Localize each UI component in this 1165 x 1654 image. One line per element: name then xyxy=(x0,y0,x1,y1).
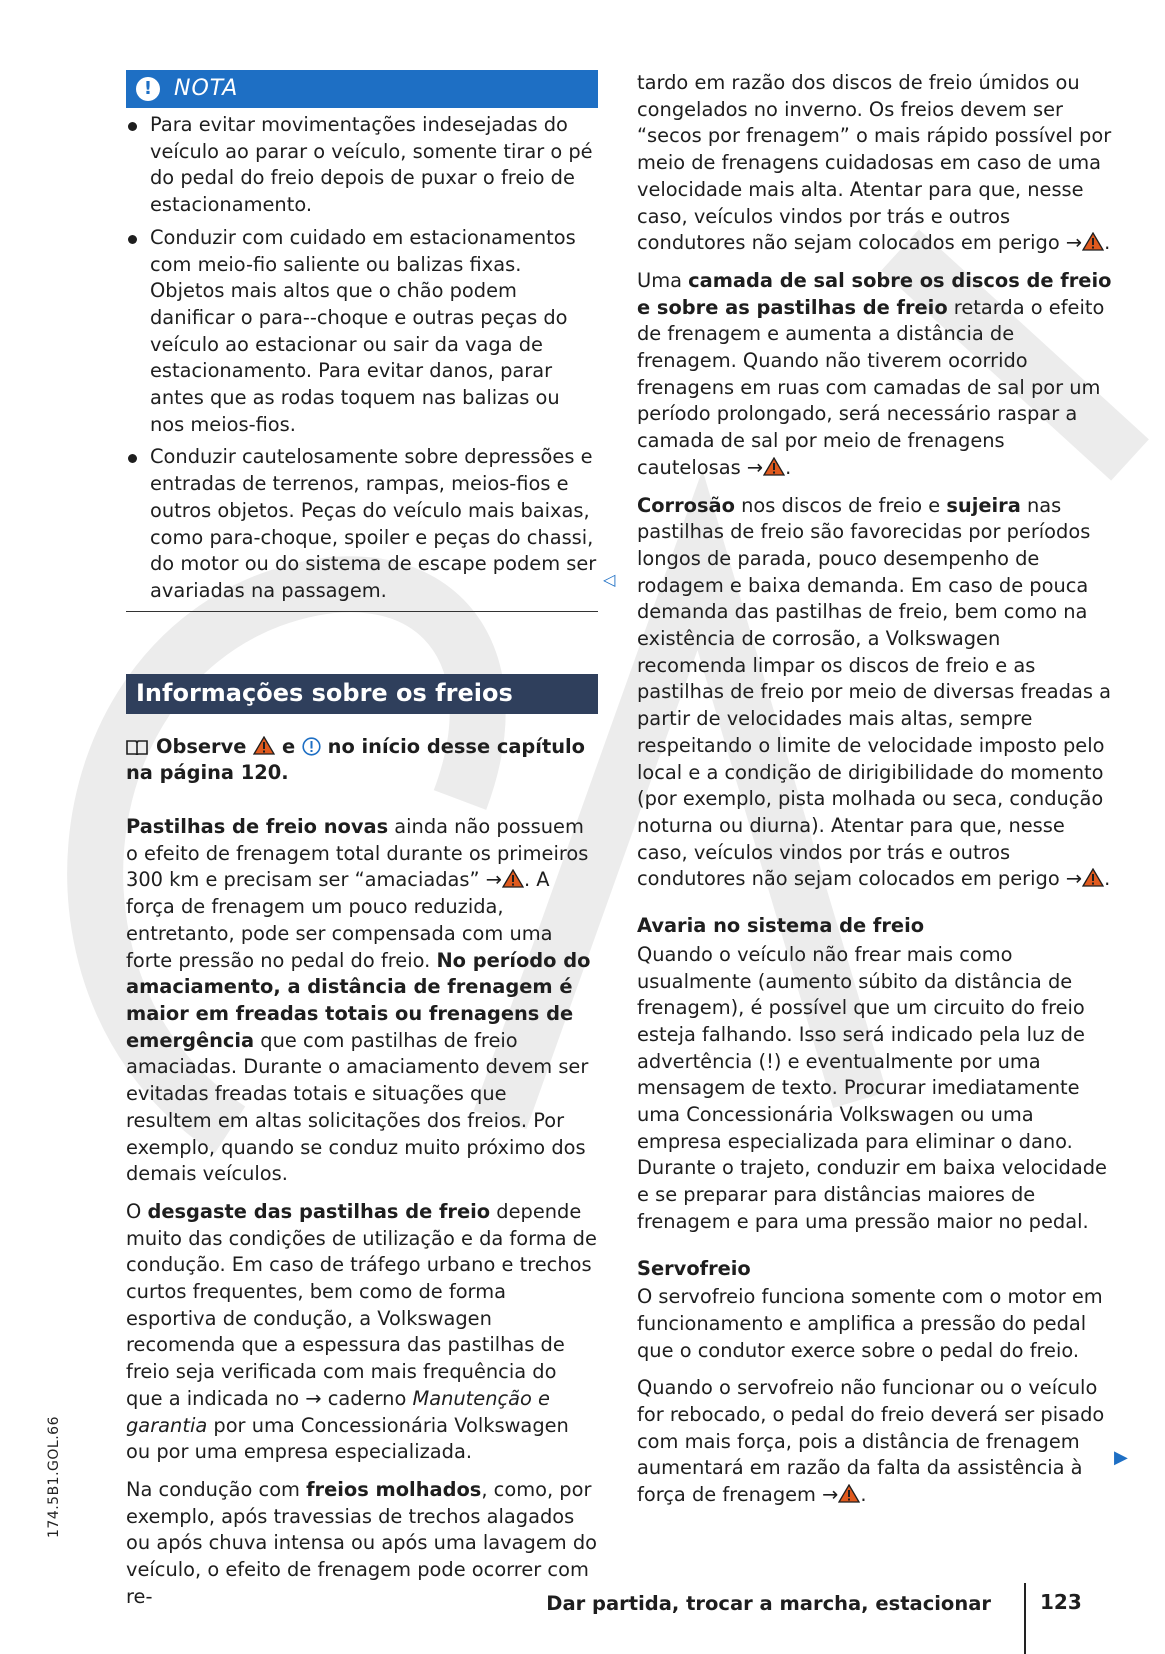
paragraph-wet-brakes xyxy=(126,1477,598,1611)
footer-chapter-title: Dar partida, trocar a marcha, estacionar xyxy=(546,1592,991,1615)
warning-triangle-icon[interactable] xyxy=(1082,232,1104,251)
warning-triangle-icon[interactable] xyxy=(502,869,524,888)
text-run: Quando o servofreio não funcionar ou o veículo for rebocado, o pedal do freio deverá ser pisado com mais força, pois a distância de frenagem aumentará em razão da falta da assistência à força de frenagem → xyxy=(637,1376,1105,1507)
triangle-left-outline-icon: ◁ xyxy=(603,570,616,589)
nota-title: NOTA xyxy=(174,75,239,101)
warning-triangle-icon[interactable] xyxy=(1082,868,1104,887)
page-number: 123 xyxy=(1040,1590,1082,1614)
text-run: depende muito das condições de utilização e da forma de condução. Em caso de tráfego urbano e trechos curtos frequentes, bem como de forma esportiva de condução, a Volkswagen recomenda que a espessura das pastilhas de freio seja verificada com mais frequência do que a indicada no → caderno xyxy=(126,1199,597,1410)
right-column xyxy=(637,70,1112,1520)
nota-box xyxy=(126,70,598,612)
nota-end-rule xyxy=(126,611,598,612)
bold-term: No período do amaciamento, a distância de frenagem é maior em freadas totais ou frenagens de emergência xyxy=(126,948,591,1052)
left-column xyxy=(126,70,598,1621)
nota-list xyxy=(126,112,598,605)
footer-divider xyxy=(1024,1583,1026,1654)
text-run: , como, por exemplo, após travessias de trechos alagados ou após chuva intensa ou após uma lavagem do veículo, o efeito de frenagem pode ocorrer com re- xyxy=(126,1477,597,1608)
text-run: ainda não possuem o efeito de frenagem total durante os primeiros 300 km e precisam ser “amaciadas” → xyxy=(126,815,589,892)
observe-text: no início desse capítulo na página 120. xyxy=(126,734,585,785)
bold-term: sujeira xyxy=(946,493,1021,517)
text-run: . xyxy=(860,1483,867,1507)
warning-triangle-icon[interactable] xyxy=(763,457,785,476)
paragraph-servo-towing xyxy=(637,1375,1112,1509)
bold-term: Corrosão xyxy=(637,493,735,517)
open-book-icon xyxy=(126,739,148,755)
brake-warning-light-icon: (!) xyxy=(758,1049,782,1073)
text-run: Quando o veículo não frear mais como usualmente (aumento súbito da distância de frenagem), é possível que um circuito do freio esteja falhando. Isso será indicado pela luz de advertência xyxy=(637,942,1085,1073)
subheading-brake-failure: Avaria no sistema de freio xyxy=(637,914,925,938)
warning-triangle-icon[interactable] xyxy=(253,736,275,755)
nota-item: Conduzir com cuidado em estacionamentos com meio-fio saliente ou balizas fixas. Objetos mais altos que o chão podem danificar o para--choque e outras peças do veículo ao estacionar ou sair da vaga de estacionamento. Para evitar danos, parar antes que as rodas toquem nas balizas ou nos meios-fios. xyxy=(126,225,598,439)
paragraph-corrosion xyxy=(637,493,1112,894)
section-title: Informações sobre os freios xyxy=(126,674,598,714)
subheading-servo: Servofreio xyxy=(637,1256,751,1280)
text-run: nas pastilhas de freio são favorecidas por períodos longos de parada, pouco desempenho de rodagem e baixa demanda. Em caso de pouca demanda das pastilhas de freio, bem como na existência de corrosão, a Volkswagen recomenda limpar os discos de freio e as pastilhas de freio por meio de diversas freadas a partir de velocidades mais altas, sempre respeitando o limite de velocidade imposto pelo local e a condição de dirigibilidade do momento (por exemplo, pista molhada ou seca, condução noturna ou diurna). Atentar para que, nesse caso, veículos vindos por trás e outros condutores não sejam colocados em perigo → xyxy=(637,493,1112,891)
text-run: . xyxy=(785,455,792,479)
nota-item: Conduzir cautelosamente sobre depressões e entradas de terrenos, rampas, meios-fios e outros objetos. Peças do veículo mais baixas, como para-choque, spoiler e peças do chassi, do motor ou do sistema de escape podem ser avariadas na passagem. xyxy=(126,444,598,604)
bold-term: freios molhados xyxy=(306,1477,482,1501)
text-run: tardo em razão dos discos de freio úmidos ou congelados no inverno. Os freios devem ser “secos por frenagem” o mais rápido possível por meio de frenagens cuidadosas em caso de uma velocidade mais alta. Atentar para que, nesse caso, veículos vindos por trás e outros condutores não sejam colocados em perigo → xyxy=(637,71,1112,255)
text-run: Na condução com xyxy=(126,1477,307,1501)
observe-note xyxy=(126,734,598,787)
text-run: retarda o efeito de frenagem e aumenta a distância de frenagem. Quando não tiverem ocorrido frenagens em ruas com camadas de sal por um período prolongado, será necessário raspar a camada de sal por meio de frenagens cautelosas → xyxy=(637,295,1105,479)
paragraph-pad-wear xyxy=(126,1199,598,1466)
warning-triangle-icon[interactable] xyxy=(838,1484,860,1503)
text-run: nos discos de freio e xyxy=(734,493,947,517)
text-run: por uma Concessionária Volkswagen ou por uma empresa especializada. xyxy=(126,1413,569,1464)
observe-label: Observe xyxy=(156,734,247,758)
bold-term: Pastilhas de freio novas xyxy=(126,815,389,839)
paragraph-brake-failure xyxy=(637,942,1112,1236)
text-run: . A força de frenagem um pouco reduzida, entretanto, pode ser compensada com uma forte pressão no pedal do freio. xyxy=(126,868,553,972)
paragraph-wet-brakes-cont xyxy=(637,70,1112,257)
nota-item: Para evitar movimentações indesejadas do veículo ao parar o veículo, somente tirar o pé do pedal do freio depois de puxar o freio de estacionamento. xyxy=(126,112,598,219)
text-run: e eventualmente por uma mensagem de texto. Procurar imediatamente uma Concessionária Volkswagen ou uma empresa especializada para eliminar o dano. Durante o trajeto, conduzir em baixa velocidade e se preparar para distâncias maiores de frenagem e para uma pressão maior no pedal. xyxy=(637,1049,1107,1233)
text-run: que com pastilhas de freio amaciadas. Durante o amaciamento devem ser evitadas freadas totais e situações que resultem em altas solicitações dos freios. Por exemplo, quando se conduz muito próximo dos demais veículos. xyxy=(126,1028,589,1186)
bold-term: desgaste das pastilhas de freio xyxy=(147,1199,491,1223)
paragraph-new-pads xyxy=(126,814,598,1188)
bold-term: camada de sal sobre os discos de freio e sobre as pastilhas de freio xyxy=(637,268,1112,319)
paragraph-salt-layer xyxy=(637,268,1112,482)
paragraph-servo: O servofreio funciona somente com o motor em funcionamento e amplifica a pressão do pedal que o condutor exerce sobre o pedal do freio. xyxy=(637,1285,1103,1362)
text-run: . xyxy=(1104,231,1111,255)
text-run: Uma xyxy=(637,268,689,292)
booklet-title: Manutenção e garantia xyxy=(126,1386,550,1437)
text-run: O xyxy=(126,1199,148,1223)
document-code: 174.5B1.GOL.66 xyxy=(46,1416,62,1538)
info-circle-icon[interactable] xyxy=(302,737,321,756)
text-run: . xyxy=(1104,867,1111,891)
observe-and: e xyxy=(281,734,296,758)
nota-header xyxy=(126,70,598,108)
exclamation-circle-icon: ! xyxy=(136,77,160,101)
triangle-right-icon[interactable]: ▶ xyxy=(1114,1447,1128,1468)
